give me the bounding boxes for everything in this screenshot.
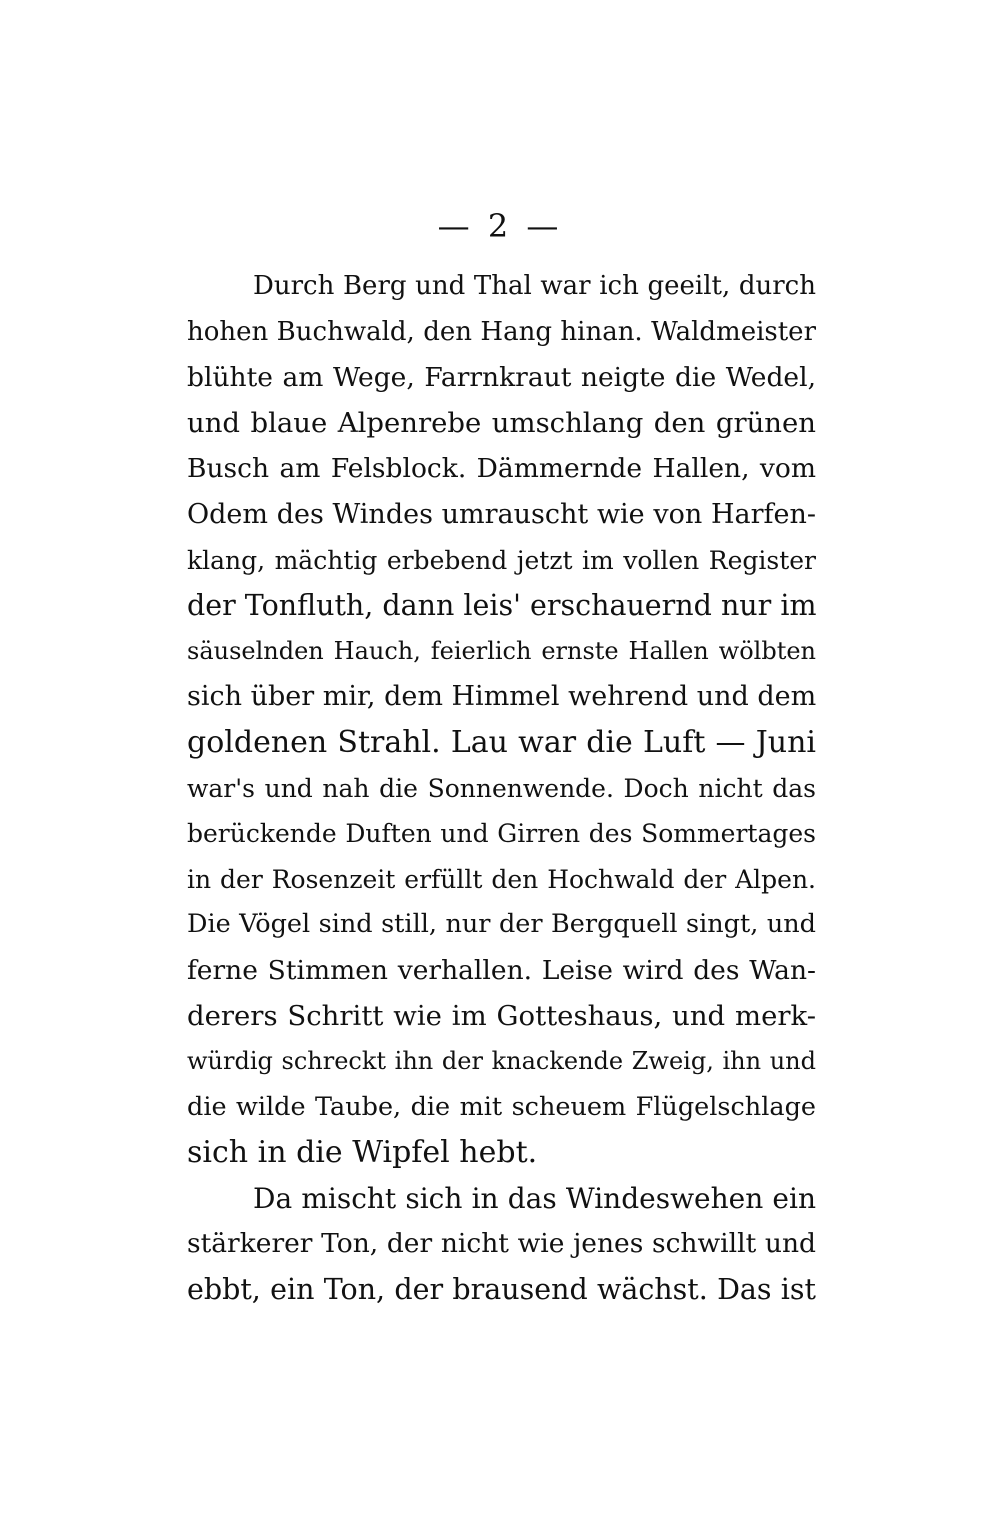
text-line: Die Vögel sind still, nur der Bergquell singt, und — [187, 909, 816, 940]
text-line: blühte am Wege, Farrnkraut neigte die Wedel, — [187, 362, 816, 394]
text-line: war's und nah die Sonnenwende. Doch nicht das — [187, 773, 816, 803]
text-line: in der Rosenzeit erfüllt den Hochwald der Alpen. — [187, 864, 816, 894]
paragraph-2 — [187, 1176, 816, 1313]
page-number: — 2 — — [437, 207, 563, 245]
text-line: säuselnden Hauch, feierlich ernste Hallen wölbten — [187, 636, 816, 665]
text-line: Durch Berg und Thal war ich geeilt, durch — [253, 271, 816, 301]
text-line: berückende Duften und Girren des Sommertages — [187, 819, 816, 849]
text-line: ferne Stimmen verhallen. Leise wird des Wan- — [187, 954, 816, 986]
text-line: und blaue Alpenrebe umschlang den grünen — [187, 406, 816, 439]
text-line: würdig schreckt ihn der knackende Zweig, ihn und — [187, 1047, 816, 1076]
paragraph-1 — [187, 264, 816, 1176]
text-line: ebbt, ein Ton, der brausend wächst. Das ist — [187, 1273, 816, 1307]
text-line: goldenen Strahl. Lau war die Luft — Juni — [187, 724, 816, 760]
text-line: Busch am Felsblock. Dämmernde Hallen, vom — [187, 453, 816, 485]
body-text — [187, 264, 816, 1313]
text-line: hohen Buchwald, den Hang hinan. Waldmeister — [187, 316, 816, 347]
text-line: die wilde Taube, die mit scheuem Flügelschlage — [187, 1091, 816, 1122]
text-line: sich in die Wipfel hebt. — [187, 1135, 538, 1171]
text-line: stärkerer Ton, der nicht wie jenes schwillt und — [187, 1228, 816, 1260]
text-line: klang, mächtig erbebend jetzt im vollen Register — [187, 545, 816, 575]
text-line: derers Schritt wie im Gotteshaus, und merk- — [187, 999, 816, 1032]
text-line: Da mischt sich in das Windeswehen ein — [253, 1181, 816, 1215]
text-line: Odem des Windes umrauscht wie von Harfen- — [187, 498, 816, 530]
text-line: sich über mir, dem Himmel wehrend und dem — [187, 681, 816, 713]
text-line: der Tonfluth, dann leis' erschauernd nur im — [187, 589, 816, 623]
